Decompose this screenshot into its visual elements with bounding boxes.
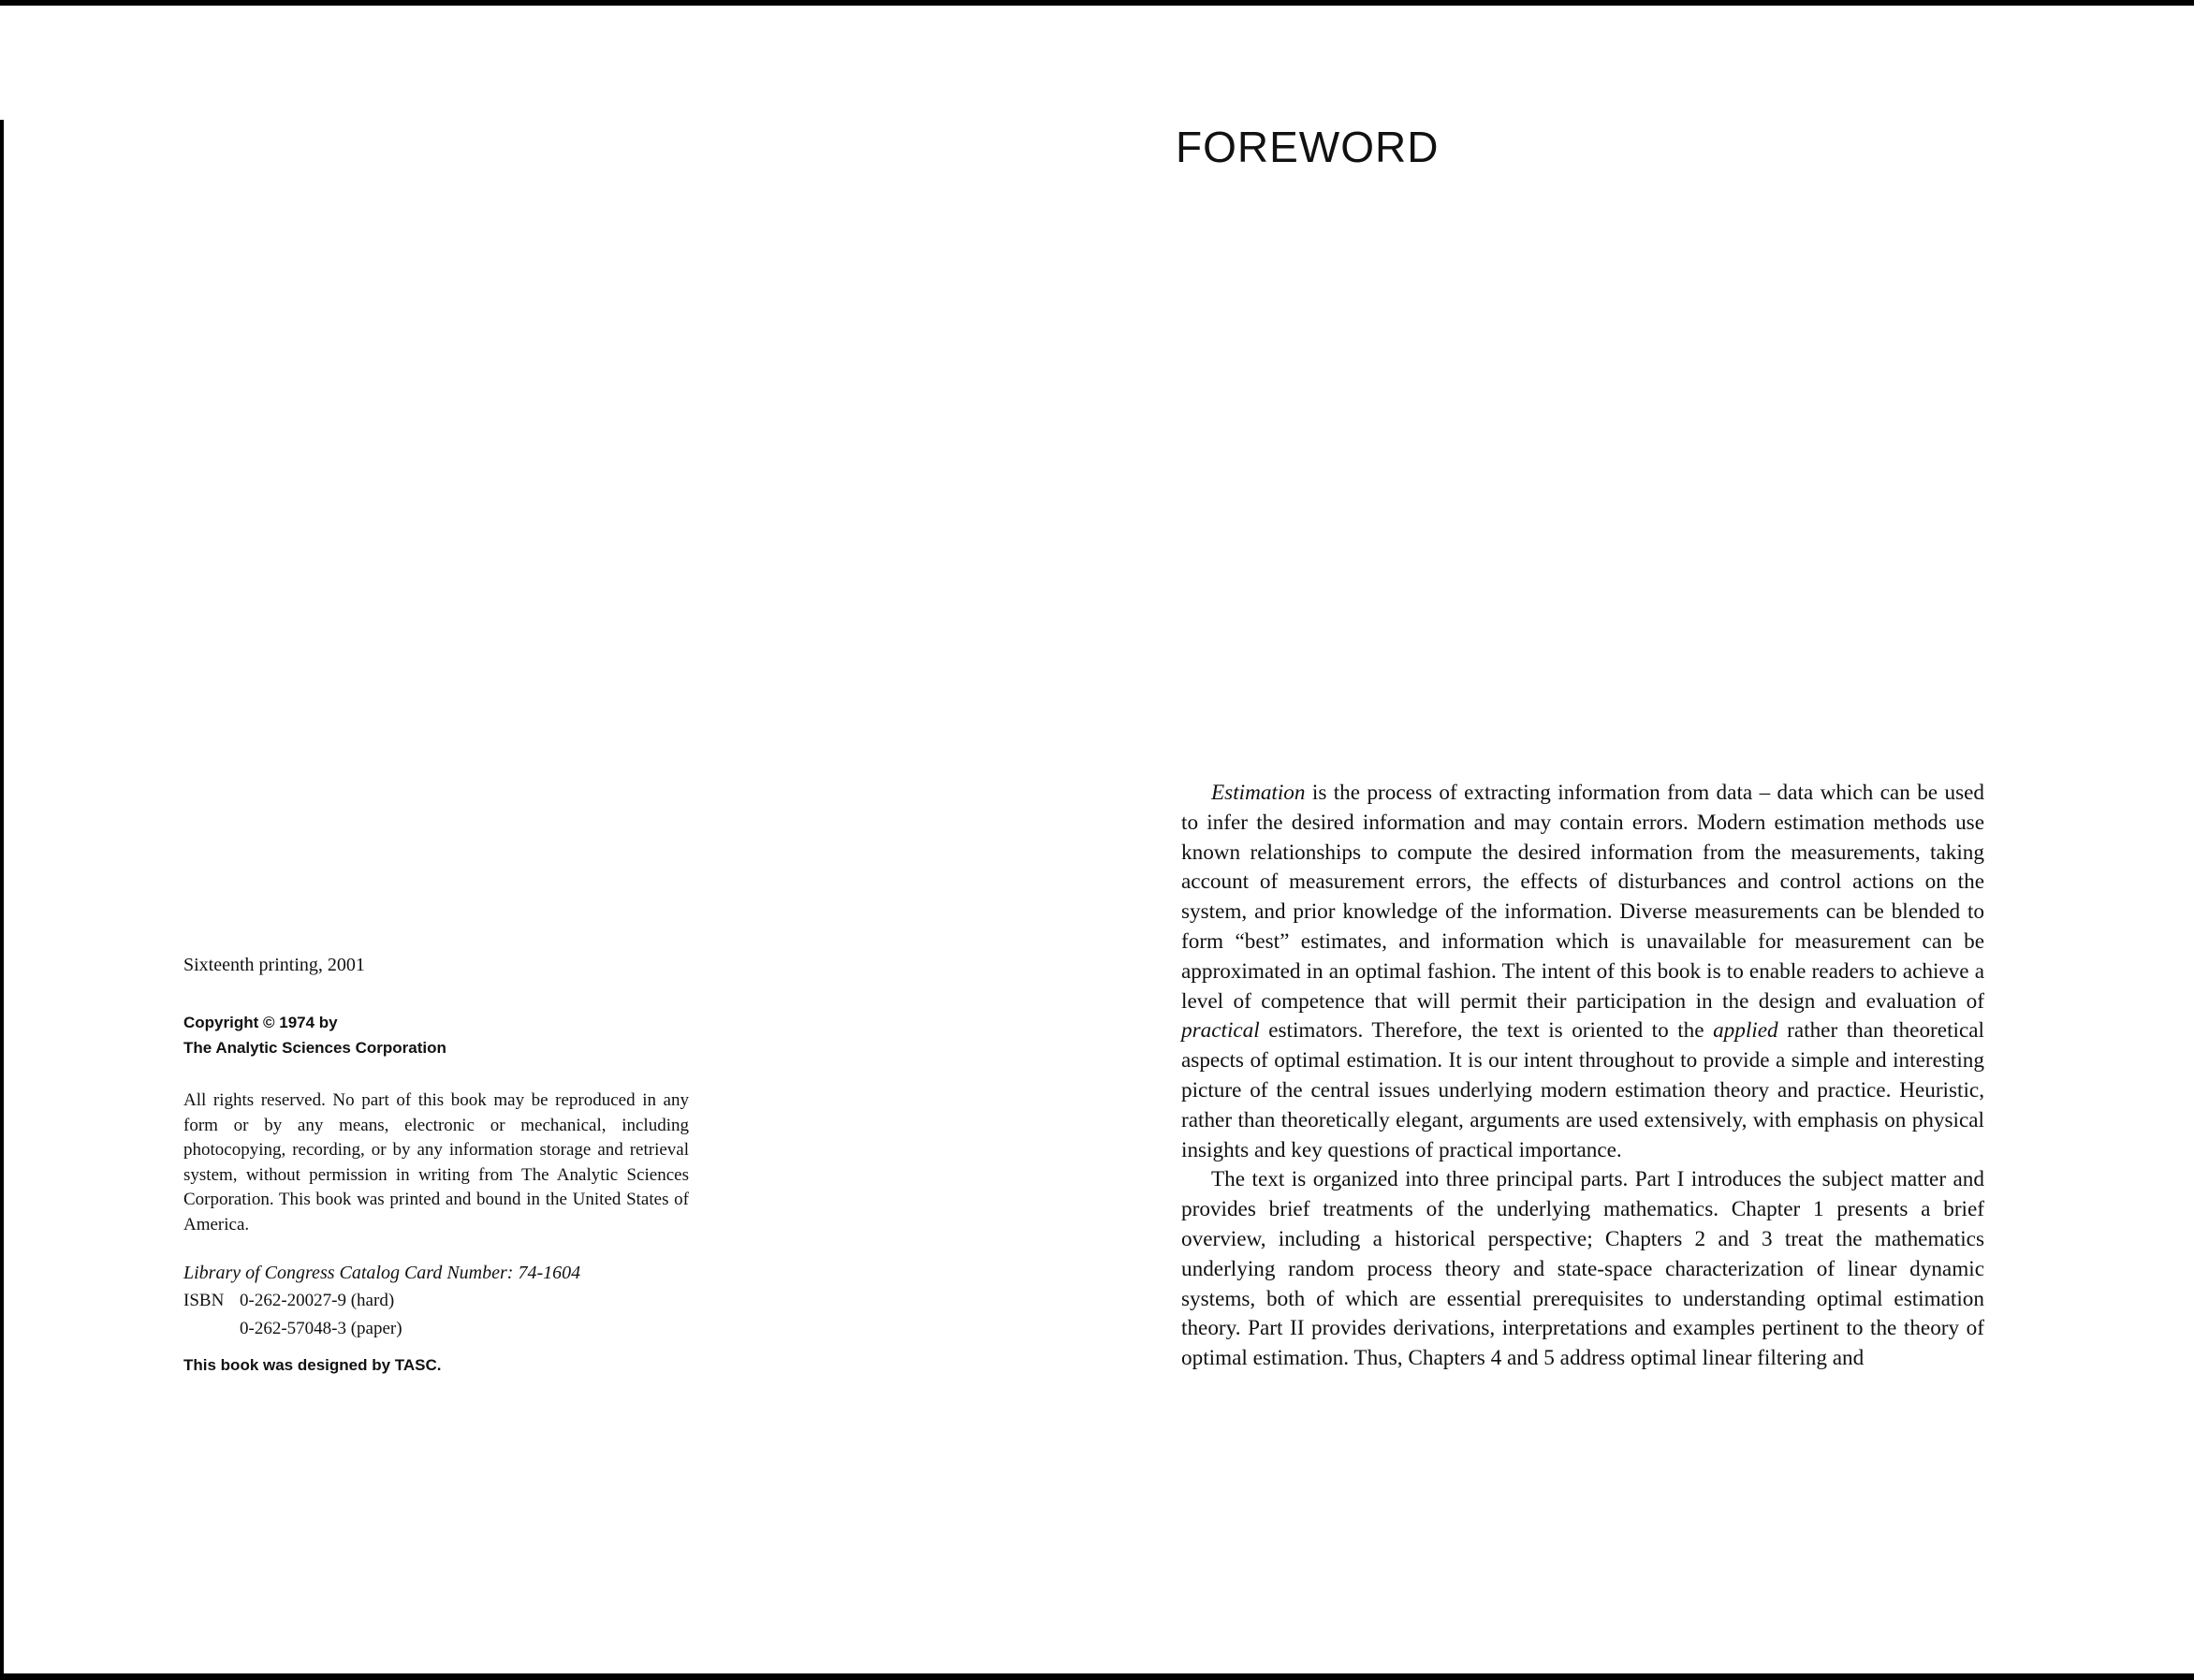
foreword-body <box>1181 779 1984 1374</box>
paragraph-1-part-b: estimators. Therefore, the text is oriented to the <box>1259 1018 1714 1044</box>
copyright-holder: The Analytic Sciences Corporation <box>183 1039 446 1057</box>
isbn-label: ISBN <box>183 1291 225 1310</box>
isbn-hard-row <box>183 1287 689 1315</box>
paragraph-1-part-c: rather than theoretical aspects of optimal estimation. It is our intent throughout to provide a simple and interesting picture of the central issues underlying modern estimation theory and practice. Heuristic, rather than theoretically elegant, arguments are used extensively, with emphasis on physical insights and key questions of practical importance. <box>1181 1018 1984 1162</box>
designed-by-line: This book was designed by TASC. <box>183 1356 442 1374</box>
isbn-block <box>183 1287 689 1343</box>
lccn-line: Library of Congress Catalog Card Number: 74-1604 <box>183 1263 581 1283</box>
term-practical: practical <box>1181 1018 1260 1044</box>
paragraph-2: The text is organized into three principal parts. Part I introduces the subject matter and provides brief treatments of the underlying mathematics. Chapter 1 presents a brief overview, including a historical perspective; Chapters 2 and 3 treat the mathematics underlying random process theory and state-space characterization of linear dynamic systems, both of which are essential prerequisites to understanding optimal estimation theory. Part II provides derivations, interpretations and examples pertinent to the theory of optimal estimation. Thus, Chapters 4 and 5 address optimal linear filtering and <box>1181 1167 1984 1371</box>
isbn-paper: 0-262-57048-3 (paper) <box>240 1319 402 1338</box>
scan-edge-bottom <box>0 1673 2194 1680</box>
page-title: FOREWORD <box>1176 123 1440 171</box>
scan-edge-top <box>0 0 2194 6</box>
paragraph-1-part-a: is the process of extracting information from data – data which can be used to infer the desired information and may contain errors. Modern estimation methods use known relationships to compute the desired information from the measurements, taking account of measurement errors, the effects of disturbances and control actions on the system, and prior knowledge of the information. Diverse measurements can be blended to form “best” estimates, and information which is unavailable for measurement can be approximated in an optimal fashion. The intent of this book is to enable readers to achieve a level of competence that will permit their participation in the design and evaluation of <box>1181 781 1984 1014</box>
term-estimation: Estimation <box>1211 781 1306 805</box>
rights-statement: All rights reserved. No part of this book may be reproduced in any form or by any means, electronic or mechanical, including photocopying, recording, or by any information storage and retrieval system, without permission in writing from The Analytic Sciences Corporation. This book was printed and bound in the United States of America. <box>183 1090 689 1234</box>
copyright-page <box>183 955 689 1375</box>
copyright-notice <box>183 1010 689 1060</box>
paragraph-1 <box>1181 779 1984 1165</box>
scan-edge-left <box>0 120 4 1680</box>
printing-line: Sixteenth printing, 2001 <box>183 955 365 975</box>
isbn-hard: 0-262-20027-9 (hard) <box>240 1291 395 1310</box>
term-applied: applied <box>1713 1018 1778 1044</box>
copyright-line: Copyright © 1974 by <box>183 1014 338 1031</box>
